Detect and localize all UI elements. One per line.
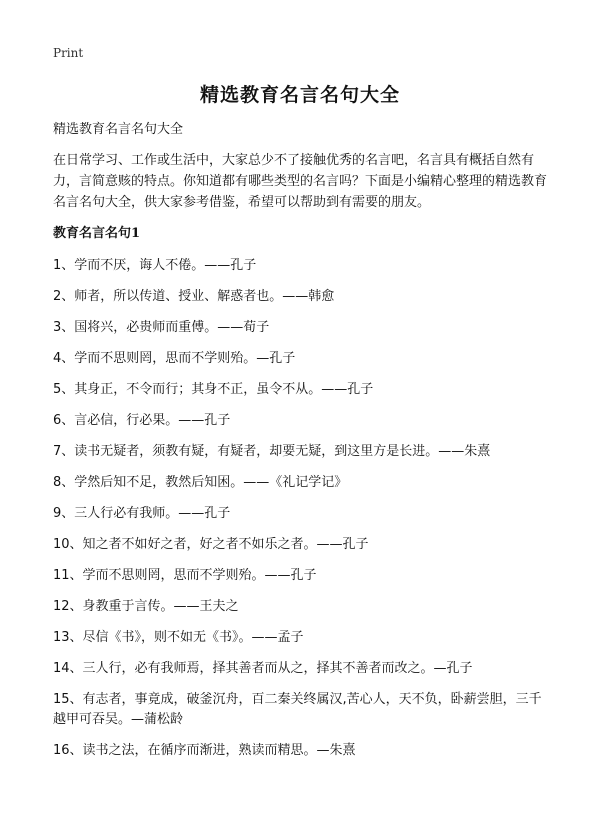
quote-item: 9、三人行必有我师。——孔子 [53,506,231,521]
quote-item: 8、学然后知不足，教然后知困。——《礼记学记》 [53,475,348,490]
quote-item: 16、读书之法，在循序而渐进，熟读而精思。—朱熹 [53,743,356,758]
quote-item: 4、学而不思则罔，思而不学则殆。—孔子 [53,351,296,366]
print-link[interactable]: Print [53,46,84,60]
quote-list [53,256,553,761]
quote-item: 7、读书无疑者，须教有疑，有疑者，却要无疑，到这里方是长进。——朱熹 [53,444,491,459]
quote-item: 2、师者，所以传道、授业、解惑者也。——韩愈 [53,289,335,304]
quote-item: 15、有志者，事竟成，破釜沉舟，百二秦关终属汉,苦心人，天不负，卧薪尝胆，三千越甲可吞吴。—蒲松龄 [53,692,542,727]
quote-item: 5、其身正，不令而行；其身不正，虽令不从。——孔子 [53,382,374,397]
section-heading: 教育名言名句1 [53,226,141,241]
quote-item: 6、言必信，行必果。——孔子 [53,413,231,428]
quote-item: 1、学而不厌，诲人不倦。——孔子 [53,258,257,273]
quote-item: 10、知之者不如好之者，好之者不如乐之者。——孔子 [53,537,369,552]
quote-item: 14、三人行，必有我师焉，择其善者而从之，择其不善者而改之。—孔子 [53,661,473,676]
quote-item: 13、尽信《书》，则不如无《书》。——孟子 [53,630,304,645]
quote-item: 3、国将兴，必贵师而重傅。——荀子 [53,320,270,335]
article-subtitle: 精选教育名言名句大全 [53,122,184,137]
page-title: 精选教育名言名句大全 [199,84,400,106]
intro-paragraph: 在日常学习、工作或生活中，大家总少不了接触优秀的名言吧，名言具有概括自然有力，言简意赅的特点。你知道都有哪些类型的名言吗？下面是小编精心整理的精选教育名言名句大全，供大家参考借鉴，希望可以帮助到有需要的朋友。 [53,153,548,210]
article-body [53,120,553,772]
quote-item: 12、身教重于言传。——王夫之 [53,599,239,614]
quote-item: 11、学而不思则罔，思而不学则殆。——孔子 [53,568,317,583]
